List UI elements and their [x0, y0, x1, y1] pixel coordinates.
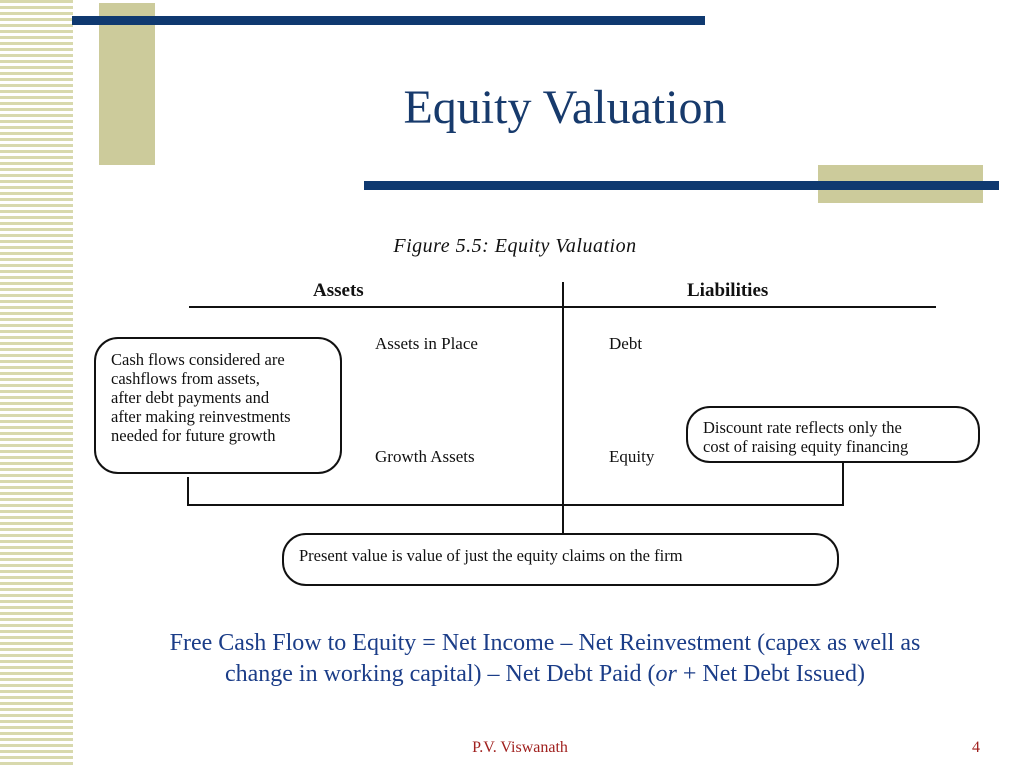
liabilities-header: Liabilities: [687, 280, 769, 301]
right-bracket-riser: [842, 462, 844, 506]
cash-flow-note-line: cashflows from assets,: [111, 369, 260, 388]
present-value-note: Present value is value of just the equity claims on the firm: [299, 546, 683, 565]
formula-line-2: [90, 659, 1000, 690]
discount-rate-callout: [686, 406, 980, 463]
fcfe-formula: [90, 628, 1000, 690]
debt-label: Debt: [609, 334, 643, 353]
formula-or-word: or: [655, 661, 677, 687]
cash-flow-note-line: after debt payments and: [111, 388, 270, 407]
formula-line-1: Free Cash Flow to Equity = Net Income – Net Reinvestment (capex as well as: [169, 630, 921, 656]
discount-note-line: cost of raising equity financing: [703, 437, 909, 456]
footer-author: P.V. Viswanath: [472, 739, 568, 756]
equity-label: Equity: [609, 447, 655, 466]
left-bracket-riser: [187, 477, 189, 506]
formula-line-2-start: change in working capital) – Net Debt Paid (: [224, 661, 656, 687]
cash-flow-note-line: needed for future growth: [111, 426, 276, 445]
present-value-callout: [282, 533, 839, 586]
title-underline-bar: [364, 181, 999, 190]
top-accent-bar: [72, 16, 705, 25]
slide-title: Equity Valuation: [403, 81, 727, 134]
cash-flow-note-line: after making reinvestments: [111, 407, 291, 426]
center-divider-line: [562, 282, 564, 534]
left-stripe-pattern: [0, 0, 73, 768]
growth-assets-label: Growth Assets: [375, 447, 475, 466]
formula-line-2-end: + Net Debt Issued): [676, 661, 866, 687]
discount-note-line: Discount rate reflects only the: [703, 418, 902, 437]
cash-flow-callout: [94, 337, 342, 474]
top-left-accent-block: [99, 3, 155, 165]
assets-in-place-label: Assets in Place: [375, 334, 478, 353]
figure-caption: Figure 5.5: Equity Valuation: [393, 235, 637, 257]
assets-header: Assets: [313, 280, 364, 301]
cash-flow-note-line: Cash flows considered are: [111, 350, 285, 369]
bracket-bottom-line: [187, 504, 844, 506]
footer-page-number: 4: [972, 739, 980, 756]
